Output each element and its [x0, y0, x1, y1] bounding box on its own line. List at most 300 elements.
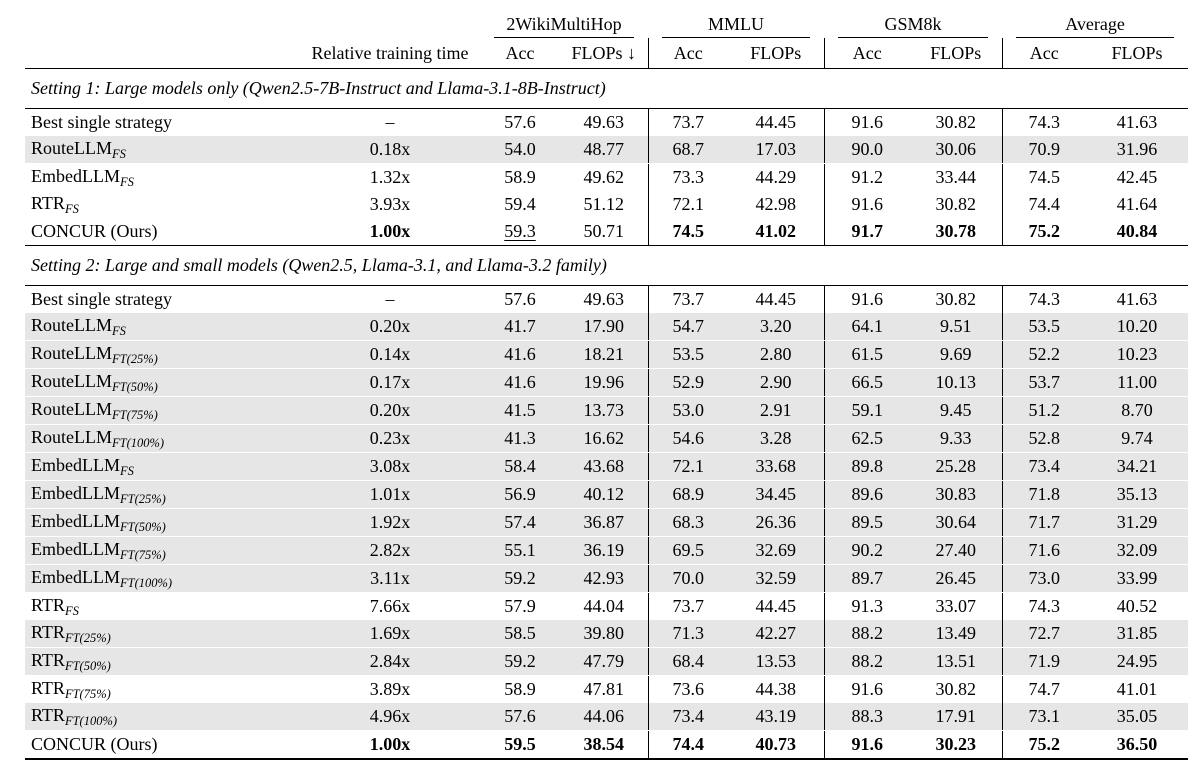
metric-cell: 70.9	[1002, 136, 1086, 164]
table-row	[25, 453, 1188, 481]
section-heading: Setting 2: Large and small models (Qwen2.5, Llama-3.1, and Llama-3.2 family)	[25, 246, 1188, 286]
metric-cell: 91.6	[824, 286, 910, 314]
training-time-cell: –	[385, 289, 395, 309]
metric-cell: 70.0	[648, 565, 728, 593]
method-name: EmbedLLM	[31, 482, 120, 503]
metric-cell: 90.0	[824, 136, 910, 164]
metric-cell: 73.0	[1002, 565, 1086, 593]
metric-cell: 32.59	[728, 565, 824, 593]
method-name: RouteLLM	[31, 398, 112, 419]
metric-header-average-flops: FLOPs	[1111, 42, 1163, 63]
results-table	[25, 4, 1188, 760]
method-name: CONCUR (Ours)	[31, 221, 158, 241]
method-name: EmbedLLM	[31, 454, 120, 475]
metric-cell: 26.45	[910, 565, 1002, 593]
method-name: RTR	[31, 621, 65, 642]
metric-cell: 3.28	[728, 425, 824, 453]
metric-header-gsm8k-flops: FLOPs	[930, 42, 982, 63]
metric-cell: 43.19	[728, 703, 824, 731]
metric-cell: 38.54	[560, 731, 648, 760]
method-variant-subscript: FT(25%)	[119, 491, 166, 506]
metric-cell: 59.1	[824, 397, 910, 425]
metric-cell: 47.81	[583, 679, 624, 699]
group-header-average	[1002, 4, 1188, 38]
metric-cell: 53.5	[648, 341, 728, 369]
row-label	[25, 509, 300, 537]
metric-cell: 74.7	[1002, 676, 1086, 704]
row-label	[25, 218, 300, 246]
table-row	[25, 341, 1188, 369]
method-variant-subscript: FS	[119, 174, 134, 189]
method-variant-subscript: FT(50%)	[112, 379, 158, 394]
method-name: Best single strategy	[31, 289, 172, 309]
table-head	[25, 4, 1188, 69]
metric-cell: 30.82	[935, 679, 977, 699]
metric-cell: 9.74	[1086, 425, 1188, 453]
method-variant-subscript: FS	[64, 201, 79, 216]
metric-cell: 41.6	[480, 369, 560, 397]
training-time-cell: –	[385, 112, 395, 132]
metric-cell: 24.95	[1086, 648, 1188, 676]
training-time-cell: 0.14x	[300, 341, 480, 369]
metric-cell: 57.6	[504, 289, 536, 309]
row-label	[25, 565, 300, 593]
metric-cell: 17.90	[560, 313, 648, 341]
metric-cell: 44.45	[755, 112, 796, 132]
metric-cell: 71.6	[1002, 537, 1086, 565]
metric-header-gsm8k-acc: Acc	[824, 38, 910, 69]
metric-cell: 33.07	[935, 596, 977, 616]
method-name: RTR	[31, 192, 65, 213]
metric-cell: 91.7	[824, 218, 910, 246]
training-time-cell: 3.93x	[369, 194, 411, 214]
metric-cell: 64.1	[824, 313, 910, 341]
metric-cell: 44.45	[755, 596, 796, 616]
metric-cell: 49.63	[583, 112, 624, 132]
metric-cell: 74.5	[1002, 164, 1086, 192]
method-variant-subscript: FT(75%)	[119, 547, 166, 562]
metric-cell: 42.93	[560, 565, 648, 593]
table-row	[25, 313, 1188, 341]
metric-cell: 10.13	[910, 369, 1002, 397]
metric-cell: 73.7	[648, 593, 728, 621]
metric-cell: 13.53	[728, 648, 824, 676]
training-time-cell: 1.00x	[369, 221, 411, 241]
metric-cell: 62.5	[824, 425, 910, 453]
metric-cell: 26.36	[728, 509, 824, 537]
table-row	[25, 191, 1188, 218]
corner-cell	[25, 4, 480, 38]
metric-cell: 44.06	[560, 703, 648, 731]
metric-cell: 91.6	[824, 731, 910, 760]
metric-cell: 52.9	[648, 369, 728, 397]
metric-cell: 31.96	[1086, 136, 1188, 164]
metric-cell: 35.13	[1086, 481, 1188, 509]
metric-cell: 54.7	[648, 313, 728, 341]
metric-cell: 41.5	[480, 397, 560, 425]
training-time-cell: 1.32x	[369, 167, 411, 187]
row-label	[25, 537, 300, 565]
row-label	[25, 369, 300, 397]
training-time-cell: 7.66x	[369, 596, 411, 616]
method-name: EmbedLLM	[31, 510, 120, 531]
row-label	[25, 136, 300, 164]
method-name: RouteLLM	[31, 342, 112, 363]
metric-cell: 16.62	[560, 425, 648, 453]
table-row	[25, 286, 1188, 314]
metric-cell: 40.84	[1116, 221, 1158, 241]
underlined-value: 59.3	[504, 221, 536, 241]
metric-cell: 53.7	[1002, 369, 1086, 397]
metric-cell: 59.4	[504, 194, 536, 214]
method-variant-subscript: FT(100%)	[112, 435, 165, 450]
metric-cell: 41.63	[1116, 289, 1158, 309]
training-time-cell: 3.89x	[369, 679, 411, 699]
metric-cell: 72.7	[1002, 620, 1086, 648]
metric-cell: 40.12	[560, 481, 648, 509]
row-label	[25, 191, 300, 218]
metric-cell: 91.3	[824, 593, 910, 621]
section-heading: Setting 1: Large models only (Qwen2.5-7B-Instruct and Llama-3.1-8B-Instruct)	[25, 69, 1188, 109]
metric-header-2wikimultihop-acc: Acc	[505, 42, 535, 63]
training-time-cell: 3.11x	[300, 565, 480, 593]
metric-cell: 71.7	[1002, 509, 1086, 537]
training-time-cell: 1.92x	[300, 509, 480, 537]
metric-cell: 57.6	[480, 703, 560, 731]
method-variant-subscript: FT(50%)	[64, 658, 111, 673]
training-time-cell: 3.08x	[300, 453, 480, 481]
metric-cell: 69.5	[648, 537, 728, 565]
metric-cell: 42.98	[755, 194, 796, 214]
metric-cell: 36.87	[560, 509, 648, 537]
metric-cell: 32.69	[728, 537, 824, 565]
metric-cell: 44.45	[755, 289, 796, 309]
training-time-cell: 0.18x	[300, 136, 480, 164]
metric-cell: 44.29	[755, 167, 796, 187]
metric-cell: 41.7	[480, 313, 560, 341]
method-variant-subscript: FT(75%)	[112, 407, 158, 422]
metric-cell: 44.38	[755, 679, 796, 699]
metric-cell: 31.29	[1086, 509, 1188, 537]
metric-header-2wikimultihop-flops: FLOPs ↓	[571, 42, 637, 63]
metric-cell: 91.6	[824, 191, 910, 218]
row-label-header	[25, 38, 300, 69]
metric-cell: 74.3	[1002, 286, 1086, 314]
metric-header-average-acc: Acc	[1002, 38, 1086, 69]
group-header-row	[25, 4, 1188, 38]
metric-cell: 8.70	[1086, 397, 1188, 425]
training-time-cell: 0.17x	[300, 369, 480, 397]
row-label	[25, 341, 300, 369]
training-time-cell: 2.82x	[300, 537, 480, 565]
training-time-cell: 1.01x	[300, 481, 480, 509]
metric-cell: 68.9	[648, 481, 728, 509]
method-variant-subscript: FT(25%)	[64, 630, 111, 645]
metric-cell: 59.2	[480, 565, 560, 593]
table-row	[25, 218, 1188, 246]
metric-cell: 18.21	[560, 341, 648, 369]
method-name: EmbedLLM	[31, 566, 120, 587]
metric-cell: 68.3	[648, 509, 728, 537]
metric-cell: 33.44	[935, 167, 977, 187]
table-row	[25, 731, 1188, 760]
metric-cell: 49.63	[583, 289, 624, 309]
method-name: RTR	[31, 649, 65, 670]
section-heading-row	[25, 246, 1188, 286]
row-label	[25, 397, 300, 425]
table-row	[25, 136, 1188, 164]
group-header-label: 2WikiMultiHop	[494, 13, 634, 38]
metric-cell: 41.01	[1116, 679, 1158, 699]
row-label	[25, 425, 300, 453]
metric-cell: 17.91	[910, 703, 1002, 731]
metric-cell: 32.09	[1086, 537, 1188, 565]
group-header-gsm8k	[824, 4, 1002, 38]
metric-cell: 53.0	[648, 397, 728, 425]
metric-cell: 41.6	[480, 341, 560, 369]
metric-cell: 68.7	[648, 136, 728, 164]
method-variant-subscript: FS	[119, 463, 134, 478]
metric-cell: 51.12	[583, 194, 624, 214]
metric-cell: 30.06	[910, 136, 1002, 164]
metric-cell: 3.20	[728, 313, 824, 341]
metric-cell: 66.5	[824, 369, 910, 397]
metric-cell: 49.62	[583, 167, 624, 187]
method-name: Best single strategy	[31, 112, 172, 132]
section-heading-row	[25, 69, 1188, 109]
metric-cell: 73.4	[1002, 453, 1086, 481]
column-header-row	[25, 38, 1188, 69]
metric-cell: 71.3	[648, 620, 728, 648]
metric-cell: 74.3	[1002, 593, 1086, 621]
metric-cell: 72.1	[648, 453, 728, 481]
metric-cell: 91.6	[824, 109, 910, 137]
metric-cell: 68.4	[648, 648, 728, 676]
method-name: RTR	[31, 594, 65, 615]
method-name: CONCUR (Ours)	[31, 734, 158, 754]
table-row	[25, 537, 1188, 565]
metric-cell: 73.6	[648, 676, 728, 704]
metric-cell: 39.80	[560, 620, 648, 648]
training-time-cell: 0.23x	[300, 425, 480, 453]
metric-cell: 73.1	[1002, 703, 1086, 731]
training-time-cell: 0.20x	[300, 313, 480, 341]
training-time-cell: 1.00x	[300, 731, 480, 760]
method-name: RTR	[31, 677, 65, 698]
method-name: EmbedLLM	[31, 165, 120, 186]
training-time-cell: 2.84x	[300, 648, 480, 676]
metric-cell: 50.71	[583, 221, 624, 241]
method-name: RTR	[31, 704, 65, 725]
metric-cell: 30.78	[935, 221, 977, 241]
row-label	[25, 453, 300, 481]
table-row	[25, 648, 1188, 676]
metric-cell: 10.20	[1086, 313, 1188, 341]
table-row	[25, 593, 1188, 621]
metric-cell: 90.2	[824, 537, 910, 565]
row-label	[25, 731, 300, 760]
metric-cell: 9.69	[910, 341, 1002, 369]
metric-cell: 53.5	[1002, 313, 1086, 341]
training-time-cell: 4.96x	[300, 703, 480, 731]
metric-cell: 89.6	[824, 481, 910, 509]
metric-cell: 43.68	[560, 453, 648, 481]
metric-cell: 71.8	[1002, 481, 1086, 509]
metric-cell: 33.99	[1086, 565, 1188, 593]
metric-cell: 27.40	[910, 537, 1002, 565]
metric-cell: 57.9	[504, 596, 536, 616]
table-row	[25, 109, 1188, 137]
metric-cell: 25.28	[910, 453, 1002, 481]
metric-cell: 36.19	[560, 537, 648, 565]
metric-cell: 41.3	[480, 425, 560, 453]
row-label	[25, 286, 300, 314]
metric-cell: 73.3	[648, 164, 728, 192]
metric-cell: 58.4	[480, 453, 560, 481]
metric-cell: 91.6	[824, 676, 910, 704]
row-label	[25, 109, 300, 137]
training-time-cell: 0.20x	[300, 397, 480, 425]
row-label	[25, 593, 300, 621]
table-row	[25, 425, 1188, 453]
row-label	[25, 481, 300, 509]
method-variant-subscript: FT(100%)	[64, 713, 118, 728]
row-label	[25, 620, 300, 648]
metric-cell: 30.83	[910, 481, 1002, 509]
method-variant-subscript: FT(75%)	[64, 686, 111, 701]
metric-cell: 74.4	[648, 731, 728, 760]
training-time-header: Relative training time	[311, 42, 469, 63]
metric-cell: 57.4	[480, 509, 560, 537]
metric-cell: 72.1	[648, 191, 728, 218]
table-row	[25, 397, 1188, 425]
table-row	[25, 620, 1188, 648]
metric-cell: 30.82	[935, 289, 977, 309]
metric-cell: 2.80	[728, 341, 824, 369]
method-variant-subscript: FS	[112, 323, 126, 338]
method-name: EmbedLLM	[31, 538, 120, 559]
metric-cell: 89.8	[824, 453, 910, 481]
method-name: RouteLLM	[31, 314, 112, 335]
method-variant-subscript: FS	[112, 146, 126, 161]
metric-cell: 54.0	[480, 136, 560, 164]
metric-cell: 13.73	[560, 397, 648, 425]
metric-header-mmlu-acc: Acc	[648, 38, 728, 69]
metric-cell: 74.3	[1002, 109, 1086, 137]
metric-cell: 30.82	[935, 112, 977, 132]
table-row	[25, 565, 1188, 593]
metric-cell	[480, 218, 560, 246]
metric-cell: 75.2	[1002, 218, 1086, 246]
metric-cell: 44.04	[583, 596, 624, 616]
table-row	[25, 164, 1188, 192]
group-header-label: Average	[1016, 13, 1174, 38]
metric-cell: 59.5	[480, 731, 560, 760]
method-variant-subscript: FS	[64, 603, 79, 618]
metric-cell: 52.2	[1002, 341, 1086, 369]
metric-cell: 13.49	[910, 620, 1002, 648]
row-label	[25, 648, 300, 676]
metric-cell: 58.5	[480, 620, 560, 648]
metric-cell: 54.6	[648, 425, 728, 453]
metric-cell: 71.9	[1002, 648, 1086, 676]
metric-cell: 41.63	[1116, 112, 1158, 132]
metric-cell: 58.9	[504, 679, 536, 699]
metric-cell: 34.45	[728, 481, 824, 509]
metric-cell: 42.27	[728, 620, 824, 648]
metric-cell: 56.9	[480, 481, 560, 509]
method-variant-subscript: FT(50%)	[119, 519, 166, 534]
metric-cell: 31.85	[1086, 620, 1188, 648]
metric-cell: 19.96	[560, 369, 648, 397]
method-variant-subscript: FT(100%)	[119, 575, 173, 590]
metric-cell: 59.2	[480, 648, 560, 676]
metric-cell: 55.1	[480, 537, 560, 565]
metric-cell: 74.4	[1002, 191, 1086, 218]
metric-cell: 9.33	[910, 425, 1002, 453]
metric-cell: 35.05	[1086, 703, 1188, 731]
metric-cell: 41.02	[755, 221, 796, 241]
row-label	[25, 313, 300, 341]
row-label	[25, 703, 300, 731]
group-header-2wikimultihop	[480, 4, 648, 38]
metric-cell: 88.2	[824, 648, 910, 676]
metric-cell: 9.51	[910, 313, 1002, 341]
metric-cell: 88.2	[824, 620, 910, 648]
table-row	[25, 481, 1188, 509]
metric-cell: 89.7	[824, 565, 910, 593]
metric-cell: 52.8	[1002, 425, 1086, 453]
metric-cell: 30.64	[910, 509, 1002, 537]
metric-cell: 13.51	[910, 648, 1002, 676]
table-row	[25, 676, 1188, 704]
metric-cell: 61.5	[824, 341, 910, 369]
method-variant-subscript: FT(25%)	[112, 351, 158, 366]
metric-cell: 73.7	[648, 109, 728, 137]
method-name: RouteLLM	[31, 137, 112, 158]
metric-cell: 47.79	[560, 648, 648, 676]
metric-cell: 41.64	[1116, 194, 1158, 214]
method-name: RouteLLM	[31, 370, 112, 391]
metric-cell: 2.90	[728, 369, 824, 397]
metric-cell: 57.6	[504, 112, 536, 132]
metric-cell: 9.45	[910, 397, 1002, 425]
table-row	[25, 703, 1188, 731]
metric-cell: 40.52	[1116, 596, 1158, 616]
metric-cell: 10.23	[1086, 341, 1188, 369]
metric-cell: 17.03	[728, 136, 824, 164]
training-time-cell: 1.69x	[300, 620, 480, 648]
metric-cell: 33.68	[728, 453, 824, 481]
metric-cell: 88.3	[824, 703, 910, 731]
metric-cell: 89.5	[824, 509, 910, 537]
table-row	[25, 509, 1188, 537]
row-label	[25, 676, 300, 704]
metric-cell: 30.82	[935, 194, 977, 214]
metric-cell: 91.2	[824, 164, 910, 192]
metric-header-mmlu-flops: FLOPs	[750, 42, 802, 63]
metric-cell: 42.45	[1116, 167, 1158, 187]
group-header-mmlu	[648, 4, 824, 38]
metric-cell: 48.77	[560, 136, 648, 164]
table-row	[25, 369, 1188, 397]
metric-cell: 34.21	[1086, 453, 1188, 481]
metric-cell: 58.9	[504, 167, 536, 187]
table-body	[25, 69, 1188, 760]
metric-cell: 73.7	[648, 286, 728, 314]
metric-cell: 74.5	[648, 218, 728, 246]
group-header-label: MMLU	[662, 13, 810, 38]
